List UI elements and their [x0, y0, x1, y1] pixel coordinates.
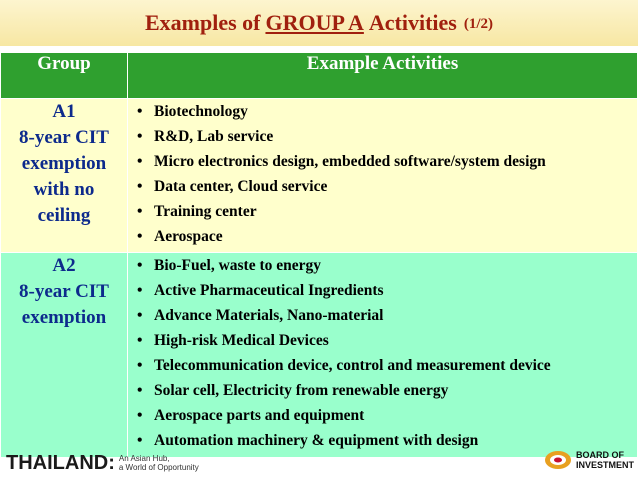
activity-text: Bio-Fuel, waste to energy [154, 257, 322, 274]
activity-text: Telecommunication device, control and measurement device [154, 357, 551, 374]
thailand-logo [6, 452, 199, 474]
bullet-icon: • [137, 257, 143, 274]
activities-table [0, 52, 638, 458]
title-page: (1/2) [463, 15, 494, 32]
group-line: ceiling [37, 205, 91, 226]
bullet-icon: • [137, 357, 143, 374]
list-item [137, 199, 637, 224]
group-line: A1 [52, 101, 76, 122]
boi-line: BOARD OF [575, 450, 624, 460]
bullet-icon: • [137, 332, 143, 349]
group-line: A2 [52, 255, 76, 276]
list-item [137, 224, 637, 249]
group-line: 8-year CIT [19, 127, 109, 148]
list-item [137, 253, 637, 278]
boi-line: INVESTMENT [575, 460, 634, 470]
activity-text: Training center [154, 203, 257, 220]
activity-text: Aerospace [154, 228, 223, 245]
tagline-line: a World of Opportunity [118, 463, 199, 472]
activity-text: Automation machinery & equipment with design [154, 432, 479, 449]
list-item [137, 378, 637, 403]
group-line: 8-year CIT [19, 281, 109, 302]
boi-text [576, 450, 634, 470]
bullet-icon: • [137, 382, 143, 399]
table-row [1, 99, 638, 253]
activity-text: Solar cell, Electricity from renewable energy [154, 382, 449, 399]
activity-list [128, 99, 637, 249]
group-cell [1, 99, 128, 253]
list-item [137, 303, 637, 328]
group-line: exemption [21, 153, 107, 174]
brand-text: THAILAND: [6, 451, 115, 474]
activity-text: Active Pharmaceutical Ingredients [154, 282, 384, 299]
list-item [137, 353, 637, 378]
group-line: exemption [21, 307, 107, 328]
bullet-icon: • [137, 432, 143, 449]
list-item [137, 278, 637, 303]
list-item [137, 99, 637, 124]
header-group: Group [1, 53, 128, 99]
group-cell [1, 253, 128, 458]
activities-cell [128, 99, 638, 253]
title-group: GROUP A [265, 10, 364, 35]
list-item [137, 149, 637, 174]
activity-text: Data center, Cloud service [154, 178, 328, 195]
bullet-icon: • [137, 228, 143, 245]
title-suffix: Activities [368, 10, 457, 35]
slide-title [0, 0, 638, 46]
list-item [137, 403, 637, 428]
title-prefix: Examples of [144, 10, 261, 35]
bullet-icon: • [137, 128, 143, 145]
bullet-icon: • [137, 307, 143, 324]
activity-text: Aerospace parts and equipment [154, 407, 365, 424]
activity-list [128, 253, 637, 453]
header-activities: Example Activities [128, 53, 638, 99]
list-item [137, 124, 637, 149]
bullet-icon: • [137, 153, 143, 170]
bullet-icon: • [137, 178, 143, 195]
list-item [137, 174, 637, 199]
activity-text: Advance Materials, Nano-material [154, 307, 384, 324]
activity-text: Micro electronics design, embedded software/system design [154, 153, 546, 170]
table-row [1, 253, 638, 458]
boi-emblem-icon [543, 448, 573, 472]
bullet-icon: • [137, 203, 143, 220]
brand-tagline [119, 454, 199, 472]
activity-text: R&D, Lab service [154, 128, 274, 145]
tagline-line: An Asian Hub, [118, 454, 170, 463]
bullet-icon: • [137, 282, 143, 299]
list-item [137, 328, 637, 353]
bullet-icon: • [137, 407, 143, 424]
header-row [1, 53, 638, 99]
group-line: with no [33, 179, 95, 200]
boi-logo [543, 448, 634, 472]
bullet-icon: • [137, 103, 143, 120]
activities-cell [128, 253, 638, 458]
activity-text: Biotechnology [154, 103, 248, 120]
activity-text: High-risk Medical Devices [154, 332, 329, 349]
